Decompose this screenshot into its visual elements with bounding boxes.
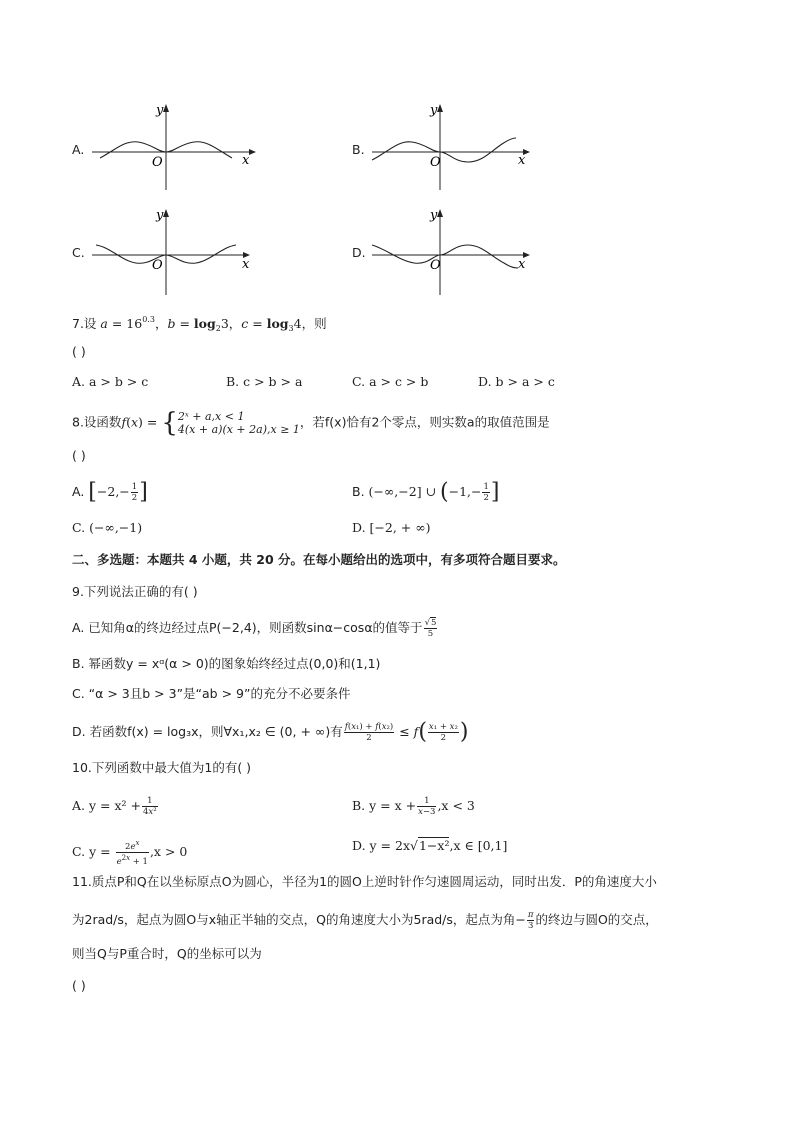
axis-y-label: y: [430, 103, 438, 118]
question-7-option-d[interactable]: D. b > a > c: [478, 374, 555, 389]
graph-c-svg: [70, 205, 270, 301]
question-10-option-a[interactable]: A. y = x² + $\frac{1}{\text{4x²}}$: [72, 796, 157, 817]
question-11-paren: ( ): [72, 978, 86, 993]
axis-x-label: x: [518, 153, 526, 168]
section-title: 二、多选题：本题共 4 小题，共 20 分。在每小题给出的选项中，有多项符合题目要求。: [72, 552, 566, 567]
question-9-option-d[interactable]: D. 若函数f(x) = log₃x，则∀x₁,x₂ ∈ (0, + ∞)有 $\frac{\text{f(x₁) + f(x₂)}}{2}$ ≤ f( $\frac{\text{x₁ + x₂}}{2}$ ): [72, 719, 469, 745]
axis-y-label: y: [156, 103, 164, 118]
origin-label: O: [152, 155, 163, 170]
axis-x-label: x: [242, 153, 250, 168]
graph-option-b[interactable]: [350, 100, 550, 196]
question-10-stem: 10.下列函数中最大值为1的有( ): [72, 760, 252, 775]
question-7-paren: ( ): [72, 344, 86, 359]
question-7-stem: 7.设 $a = 16^{0.3}$，$b = \log_23$，$c = \log_34$，则: [72, 315, 327, 333]
question-8-option-c[interactable]: C. (−∞,−1): [72, 520, 143, 535]
option-label: D.: [352, 245, 366, 260]
question-8-option-d[interactable]: D. [−2, + ∞): [352, 520, 431, 535]
graph-a-svg: [70, 100, 270, 196]
question-8-option-b[interactable]: B. (−∞,−2] ∪ (−1,− $\frac{1}{2}$ ]: [352, 479, 500, 505]
question-8-stem: 8.设函数f(x) = { 2ˣ + a,x < 1 4(x + a)(x + 2a),x ≥ 1 ，若f(x)恰有2个零点，则实数a的取值范围是: [72, 408, 550, 438]
question-7-option-b[interactable]: B. c > b > a: [226, 374, 303, 389]
question-11-line-1: 11.质点P和Q在以坐标原点O为圆心，半径为1的圆O上逆时针作匀速圆周运动，同时出发．P的角速度大小: [72, 874, 657, 889]
graph-d-svg: [350, 205, 550, 301]
axis-x-label: x: [518, 257, 526, 272]
graph-option-c[interactable]: [70, 205, 270, 301]
axis-y-label: y: [156, 208, 164, 223]
question-7-option-c[interactable]: C. a > c > b: [352, 374, 429, 389]
option-label: A.: [72, 142, 85, 157]
question-9-option-c[interactable]: C. “α > 3且b > 3”是“ab > 9”的充分不必要条件: [72, 686, 351, 701]
brace-symbol: {: [161, 408, 178, 438]
question-8-option-a[interactable]: A. [−2,− $\frac{1}{2}$ ]: [72, 479, 148, 505]
graph-option-a[interactable]: [70, 100, 270, 196]
question-8-paren: ( ): [72, 448, 86, 463]
graph-option-d[interactable]: [350, 205, 550, 301]
question-10-option-d[interactable]: D. y = 2x√1−x²,x ∈ [0,1]: [352, 838, 508, 853]
axis-x-label: x: [242, 257, 250, 272]
question-9-option-b[interactable]: B. 幂函数y = xᵅ(α > 0)的图象始终经过点(0,0)和(1,1): [72, 656, 381, 671]
curve-d: [372, 245, 518, 268]
origin-label: O: [430, 258, 441, 273]
axis-y-label: y: [430, 208, 438, 223]
piecewise-block: 2ˣ + a,x < 1 4(x + a)(x + 2a),x ≥ 1: [177, 410, 300, 436]
question-7-option-a[interactable]: A. a > b > c: [72, 374, 149, 389]
origin-label: O: [430, 155, 441, 170]
question-10-option-b[interactable]: B. y = x + $\frac{1}{x-3}$ ,x < 3: [352, 796, 475, 817]
question-10-option-c[interactable]: C. y = $\frac{2e^x}{e^{2x} + 1}$ ,x > 0: [72, 839, 188, 867]
question-9-option-a[interactable]: A. 已知角α的终边经过点P(−2,4)，则函数sinα−cosα的值等于 $\frac{√5}{5}$: [72, 618, 437, 639]
curve-b: [372, 138, 516, 162]
option-label: C.: [72, 245, 85, 260]
question-9-stem: 9.下列说法正确的有( ): [72, 584, 198, 599]
origin-label: O: [152, 258, 163, 273]
option-label: B.: [352, 142, 365, 157]
graph-b-svg: [350, 100, 550, 196]
question-11-line-2: 为2rad/s，起点为圆O与x轴正半轴的交点，Q的角速度大小为5rad/s，起点为角− $\frac{\pi}{3}$ 的终边与圆O的交点，: [72, 910, 658, 931]
question-11-line-3: 则当Q与P重合时，Q的坐标可以为: [72, 946, 262, 961]
